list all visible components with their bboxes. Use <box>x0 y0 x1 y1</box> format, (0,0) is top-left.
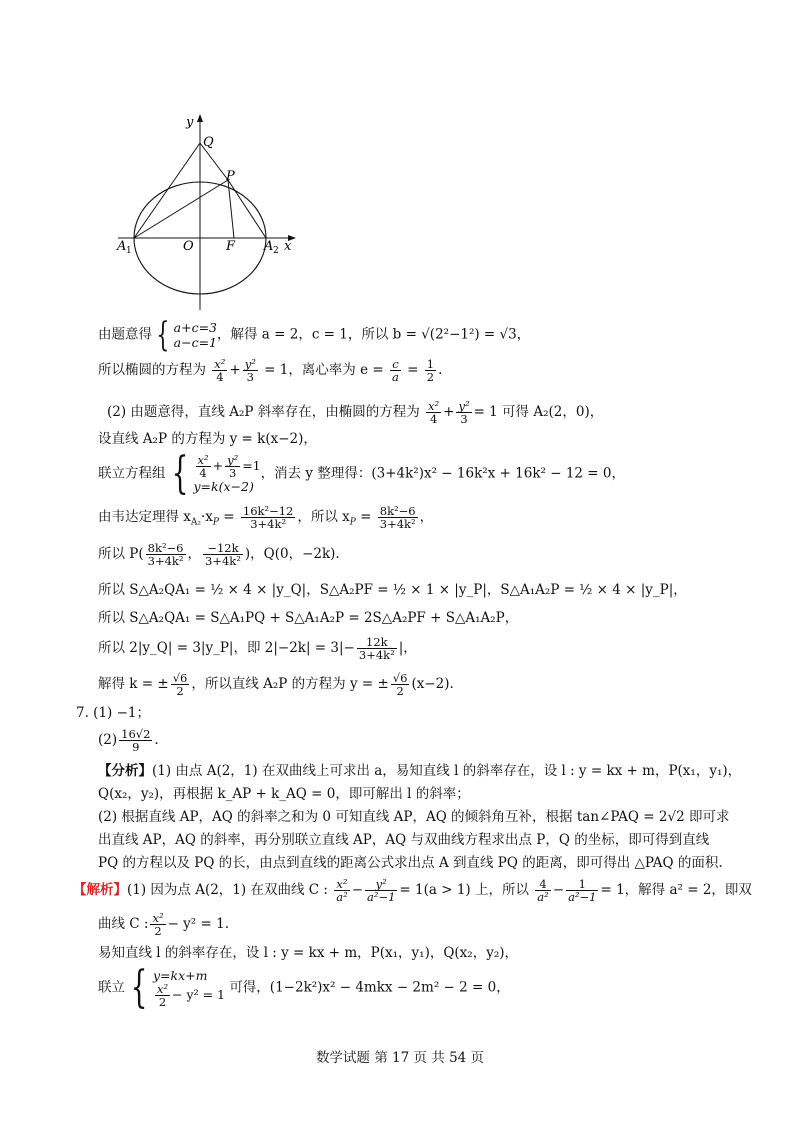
ellipse-figure <box>110 110 310 315</box>
text-line: (2) 由题意得，直线 A₂P 斜率存在，由椭圆的方程为 $\frac{\text{x²}}{4}$ + $\frac{\text{y²}}{3}$ = 1 可得 A₂(2，0)， <box>107 399 604 426</box>
solution-line: 联立 { y=kx+m $\frac{\text{x²}}{2}$ − y² = 1 可得，(1−2k²)x² − 4mkx − 2m² − 2 = 0， <box>98 962 510 1013</box>
text-line: 由题意得 { a+c=3 a−c=1 ，解得 a = 2，c = 1，所以 b = √(2²−1²) = √3， <box>98 315 531 355</box>
text-line: 所以椭圆的方程为 $\frac{\text{x²}}{4}$ + $\frac{\text{y²}}{3}$ = 1，离心率为 e = $\frac{c}{a}$ = $\frac{1}{2}$ . <box>98 357 443 384</box>
page-footer: 数学试题 第 17 页 共 54 页 <box>315 1050 485 1066</box>
text-line: 所以 P( $\frac{\text{8k²−6}}{\text{3+4k²}}$ ， $\frac{-12k}{\text{3+4k²}}$ )，Q(0，−2k). <box>98 541 340 568</box>
label-O: O <box>183 239 194 254</box>
label-x: x <box>284 239 292 254</box>
label-A2-sub: 2 <box>273 246 279 256</box>
question-7-part-1: 7. (1) −1； <box>76 705 150 721</box>
label-y: y <box>186 115 194 130</box>
label-A1: A <box>117 239 127 254</box>
label-P: P <box>226 169 235 184</box>
text-line: 所以 S△A₂QA₁ = ½ × 4 × |y_Q|，S△A₂PF = ½ × 1 × |y_P|，S△A₁A₂P = ½ × 4 × |y_P|， <box>98 582 687 598</box>
analysis-line: (2) 根据直线 AP，AQ 的斜率之和为 0 可知直线 AP，AQ 的倾斜角互补，根据 tan∠PAQ = 2√2 即可求 <box>98 809 730 825</box>
analysis-line: 【分析】(1) 由点 A(2，1) 在双曲线上可求出 a，易知直线 l 的斜率存在，设 l : y = kx + m，P(x₁，y₁)， <box>98 763 742 779</box>
text-line: 联立方程组 { $\frac{\text{x²}}{4}$ + $\frac{\text{y²}}{3}$ =1 y=k(x−2) ，消去 y 整理得：(3+4k²)x² − 16k²x + 16k² − 12 = 0， <box>98 448 625 499</box>
text-line: 所以 2|y_Q| = 3|y_P|，即 2|−2k| = 3|− $\frac{12k}{\text{3+4k²}}$ |， <box>98 635 417 662</box>
label-F: F <box>226 239 236 254</box>
analysis-line: PQ 的方程以及 PQ 的长，由点到直线的距离公式求出点 A 到直线 PQ 的距离，即可得出 △PAQ 的面积. <box>98 855 723 871</box>
solution-line: 易知直线 l 的斜率存在，设 l : y = kx + m，P(x₁，y₁)，Q(x₂，y₂)， <box>98 945 518 961</box>
label-A1-sub: 1 <box>126 246 132 256</box>
analysis-line: 出直线 AP，AQ 的斜率，再分别联立直线 AP，AQ 与双曲线方程求出点 P，Q 的坐标，即可得到直线 <box>98 832 710 848</box>
solution-line: 【解析】(1) 因为点 A(2，1) 在双曲线 C : $\frac{\text{x²}}{\text{a²}}$ − $\frac{\text{y²}}{\text{a²−1}}$ = 1(a > 1) 上，所以 $\frac{4}{\text{a²}}$ − $\frac{1}{\text{a²−1}}$ = 1，解得 a² = 2，即双 <box>73 877 752 904</box>
text-line: 设直线 A₂P 的方程为 y = k(x−2)， <box>98 431 317 447</box>
question-7-part-2: (2) $\frac{16√2}{9}$ . <box>98 727 159 754</box>
text-line: 解得 k = ± $\frac{√6}{2}$ ，所以直线 A₂P 的方程为 y = ± $\frac{√6}{2}$ (x−2). <box>98 671 454 698</box>
solution-line: 曲线 C : $\frac{\text{x²}}{2}$ − y² = 1. <box>98 911 229 938</box>
text-line: 所以 S△A₂QA₁ = S△A₁PQ + S△A₁A₂P = 2S△A₂PF + S△A₁A₂P， <box>98 610 519 626</box>
label-Q: Q <box>203 135 214 150</box>
analysis-line: Q(x₂，y₂)，再根据 k_AP + k_AQ = 0，即可解出 l 的斜率； <box>98 786 470 802</box>
label-A2: A <box>264 239 274 254</box>
text-line: 由韦达定理得 $x_{A_2}\cdot x_P$ = $\frac{\text{16k²−12}}{\text{3+4k²}}$ ，所以 $x_P$ = $\frac{\text{8k²−6}}{\text{3+4k²}}$ ， <box>98 504 434 531</box>
